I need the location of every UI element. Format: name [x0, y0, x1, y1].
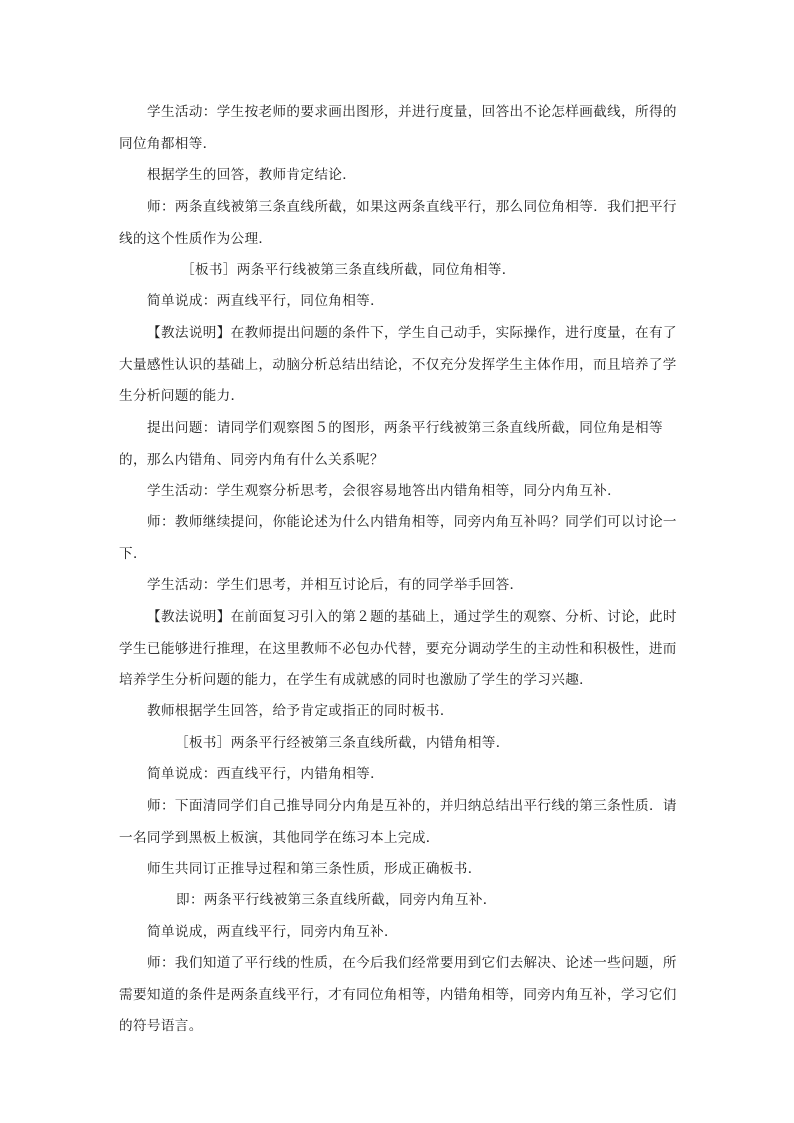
paragraph-teacher-summary: 师：我们知道了平行线的性质，在今后我们经常要用到它们去解决、论述一些问题，所需要知道的条件是两条直线平行，才有同位角相等，内错角相等，同旁内角互补，学习它们的符号语言。: [119, 955, 677, 1035]
paragraph-teacher-derive: 师：下面清同学们自己推导同分内角是互补的，并归纳总结出平行线的第三条性质．请一名同学到黑板上板演，其他同学在练习本上完成．: [119, 798, 677, 846]
paragraph-simple-statement-3: 简单说成，两直线平行，同旁内角互补．: [147, 924, 398, 940]
paragraph-student-activity-1: 学生活动：学生按老师的要求画出图形，并进行度量，回答出不论怎样画截线，所得的同位角都相等．: [119, 104, 677, 152]
paragraph-teacher-axiom: 师：两条直线被第三条直线所截，如果这两条直线平行，那么同位角相等．我们把平行线的这个性质作为公理．: [119, 199, 677, 247]
paragraph-board-note-3: 即：两条平行线被第三条直线所截，同旁内角互补．: [176, 892, 497, 908]
paragraph-question: 提出问题：请同学们观察图５的图形，两条平行线被第三条直线所截，同位角是相等的，那么内错角、同旁内角有什么关系呢？: [119, 420, 663, 468]
paragraph-simple-statement-2: 简单说成：西直线平行，内错角相等．: [147, 766, 385, 782]
paragraph-board-note-1: ［板书］两条平行线被第三条直线所截，同位角相等．: [181, 262, 516, 278]
paragraph-student-activity-2: 学生活动：学生观察分析思考，会很容易地答出内错角相等，同分内角互补．: [147, 483, 622, 499]
paragraph-teacher-board: 教师根据学生回答，给予肯定或指正的同时板书．: [147, 703, 454, 719]
paragraph-method-note-1: 【教法说明】在教师提出问题的条件下，学生自己动手，实际操作，进行度量，在有了大量感性认识的基础上，动脑分析总结出结论，不仅充分发挥学生主体作用，而且培养了学生分析问题的能力．: [119, 325, 677, 405]
paragraph-teacher-question: 师：教师继续提问，你能论述为什么内错角相等，同旁内角互补吗？同学们可以讨论一下．: [119, 514, 677, 562]
paragraph-method-note-2: 【教法说明】在前面复习引入的第２题的基础上，通过学生的观察、分析、讨论，此时学生已能够进行推理，在这里教师不必包办代替，要充分调动学生的主动性和积极性，进而培养学生分析问题的能力，在学生有成就感的同时也激励了学生的学习兴趣．: [119, 609, 677, 689]
paragraph-student-activity-3: 学生活动：学生们思考，并相互讨论后，有的同学举手回答．: [147, 577, 524, 593]
paragraph-board-note-2: ［板书］两条平行经被第三条直线所截，内错角相等．: [175, 735, 510, 751]
paragraph-joint-correction: 师生共同订正推导过程和第三条性质，形成正确板书．: [147, 861, 482, 877]
paragraph-teacher-affirms: 根据学生的回答，教师肯定结论．: [147, 167, 357, 183]
paragraph-simple-statement-1: 简单说成：两直线平行，同位角相等．: [147, 293, 385, 309]
